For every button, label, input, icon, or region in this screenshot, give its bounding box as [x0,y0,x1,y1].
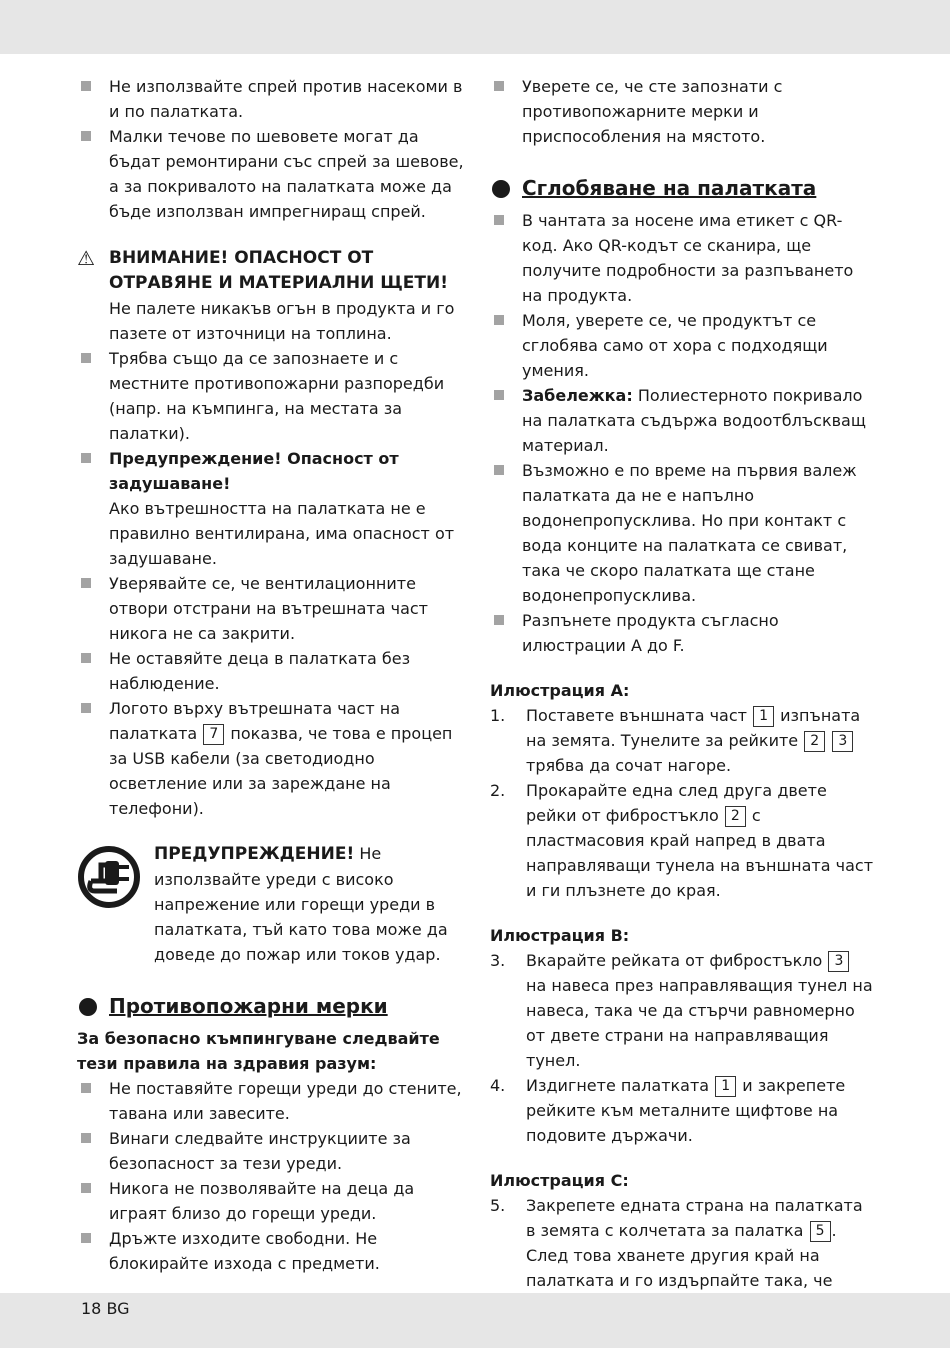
list-item-text: Разпънете продукта съгласно илюстрации A до F. [522,611,779,655]
list-item [77,446,467,496]
section-title-fire: Противопожарни мерки [77,993,467,1020]
list-item [77,571,467,646]
step-text: и закрепете рейките към металните щифтове на подовите държачи. [526,1076,846,1145]
list-item-text: Полиестерното покривало на палатката съдържа водоотблъскващ материал. [522,386,866,455]
list-item-text: Не използвайте спрей против насекоми в и по палатката. [109,77,463,121]
list-item-text: Никога не позволявайте на деца да играят близо до горещи уреди. [109,1179,415,1223]
list-item [77,646,467,696]
step-text: Поставете външната част [526,706,747,725]
list-item [490,458,875,608]
step-item [490,1073,875,1148]
step-text: с пластмасовия край напред в двата направляващи тунела на външната част и ги плъзнете до края. [526,806,874,900]
list-item [490,383,875,458]
part-number-box: 1 [753,706,774,727]
page-footer [81,1298,130,1320]
list-item [77,696,467,821]
warning-text: Не палете никакъв огън в продукта и го пазете от източници на топлина. [109,299,455,343]
step-number: 4. [490,1076,506,1095]
step-item [490,948,875,1073]
list-item [490,208,875,308]
warning-heading [77,246,467,296]
list-item [490,608,875,658]
list-item-text: Уверете се, че сте запознати с противопожарните мерки и приспособления на мястото. [522,77,783,146]
language-code: BG [106,1299,130,1318]
left-column [77,74,467,1276]
part-number-box: 7 [203,724,224,745]
list-item-text: Уверявайте се, че вентилационните отвори отстрани на вътрешната част никога не са закрити. [109,574,428,643]
part-number-box: 2 [725,806,746,827]
suffocation-warning-title: Предупреждение! Опасност от задушаване! [109,449,399,493]
list-item [77,1176,467,1226]
step-text: Закрепете едната страна на палатката в земята с колчетата за палатка [526,1196,863,1240]
list-item [77,74,467,124]
step-text: Прокарайте една след друга двете рейки от фибростъкло [526,781,827,825]
step-item [490,703,875,778]
list-item-text: Дръжте изходите свободни. Не блокирайте изхода с предмети. [109,1229,380,1273]
step-text: изпъната на земята. Тунелите за рейките [526,706,861,750]
electrical-warning-text: Не използвайте уреди с високо напрежение или горещи уреди в палатката, тъй като това може да доведе до пожар или токов удар. [154,844,448,964]
step-number: 5. [490,1196,506,1215]
step-text: на навеса през направляващия тунел на навеса, така че да стърчи равномерно от двете страни на направляващия тунел. [526,976,873,1070]
list-item-text: Малки течове по шевовете могат да бъдат ремонтирани със спрей за шевове, а за покривалото на палатката може да бъде използван импрегниращ спрей. [109,127,464,221]
illustration-b-heading: Илюстрация B: [490,926,630,945]
illustration-a-heading: Илюстрация А: [490,681,630,700]
step-text: Издигнете палатката [526,1076,710,1095]
part-number-box: 2 [804,731,825,752]
page-number: 18 [81,1299,102,1318]
list-item-text: В чантата за носене има етикет с QR-код. Ако QR-кодът се сканира, ще получите подробности за разпъването на продукта. [522,211,854,305]
step-number: 3. [490,951,506,970]
list-item-text: Винаги следвайте инструкциите за безопасност за тези уреди. [109,1129,411,1173]
list-item [77,124,467,224]
list-item [77,1126,467,1176]
list-item [77,346,467,446]
list-item [490,74,875,149]
no-plug-icon [77,845,141,909]
step-number: 2. [490,781,506,800]
section-lead: За безопасно къмпингуване следвайте тези правила на здравия разум: [77,1029,440,1073]
list-item-text: Моля, уверете се, че продуктът се сглобява само от хора с подходящи умения. [522,311,828,380]
list-item [77,1076,467,1126]
electrical-warning-title: ПРЕДУПРЕЖДЕНИЕ! [154,844,355,864]
section-title-assembly: Сглобяване на палатката [490,175,875,202]
part-number-box: 1 [715,1076,736,1097]
part-number-box: 5 [810,1221,831,1242]
note-label: Забележка: [522,386,633,405]
part-number-box: 3 [832,731,853,752]
bottom-bar [0,1293,950,1348]
step-number: 1. [490,706,506,725]
warning-triangle-icon: ⚠ [77,246,95,270]
list-item-text: Не оставяйте деца в палатката без наблюдение. [109,649,411,693]
list-item [77,1226,467,1276]
list-item [490,308,875,383]
electrical-warning [77,841,467,967]
step-text: трябва да сочат нагоре. [526,756,732,775]
part-number-box: 3 [828,951,849,972]
list-item-text: Трябва също да се запознаете и с местните противопожарни разпоредби (напр. на къмпинга, на местата за палатки). [109,349,445,443]
illustration-c-heading: Илюстрация C: [490,1171,629,1190]
list-item-text: Не поставяйте горещи уреди до стените, тавана или завесите. [109,1079,462,1123]
step-item [490,778,875,903]
step-text: Вкарайте рейката от фибростъкло [526,951,823,970]
list-item-text: Възможно е по време на първия валеж палатката да не е напълно водонепропусклива. Но при контакт с вода конците на палатката се свиват, така че скоро палатката ще стане водонепропусклива. [522,461,857,605]
suffocation-warning-text: Ако вътрешността на палатката не е правилно вентилирана, има опасност от задушаване. [109,499,455,568]
step-text: . След това хванете другия край на палатката и го издърпайте така, че [526,1221,837,1290]
warning-title: ВНИМАНИЕ! ОПАСНОСТ ОТ ОТРАВЯНЕ И МАТЕРИАЛНИ ЩЕТИ! [109,248,448,293]
right-column [490,74,875,1318]
list-item-text: Логото върху вътрешната част на палатката [109,699,401,743]
top-bar [0,0,950,54]
list-item-text: показва, че това е процеп за USB кабели (за светодиодно осветление или за зареждане на телефони). [109,724,453,818]
